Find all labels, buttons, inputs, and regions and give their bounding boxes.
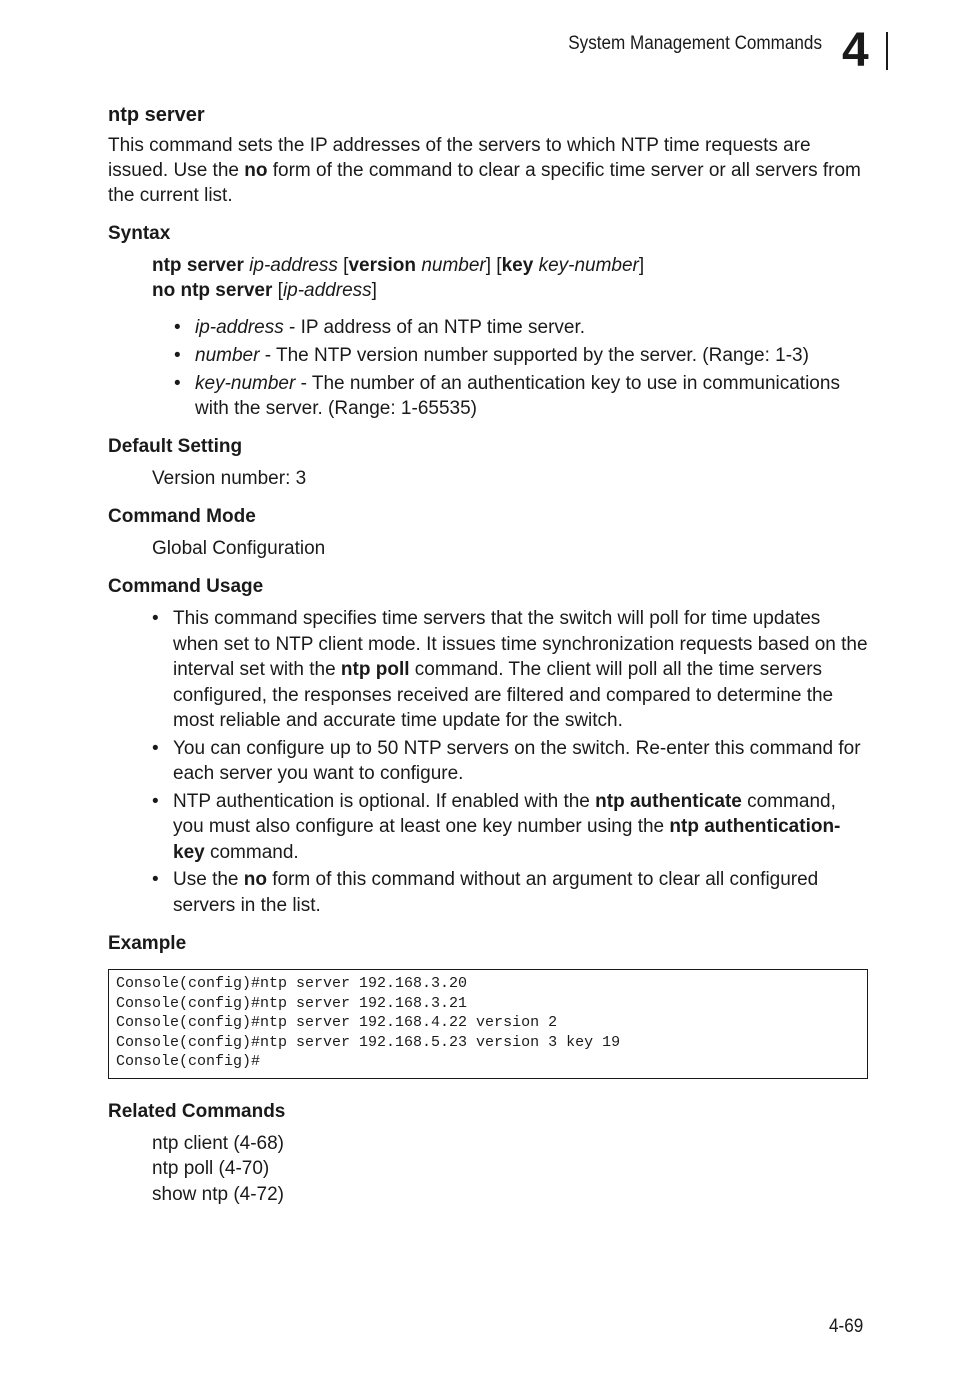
command-description: This command sets the IP addresses of the servers to which NTP time requests are issued. Use the no form of the command to clear a specific time server or all servers from the current list.	[108, 135, 861, 206]
list-item: • key-number - The number of an authentication key to use in communications with the server. (Range: 1-65535)	[174, 371, 868, 421]
related-command: ntp client (4-68)	[152, 1132, 285, 1154]
chapter-number: 4	[842, 24, 867, 77]
command-mode-text: Global Configuration	[152, 538, 326, 559]
running-header: System Management Commands	[568, 33, 822, 54]
example-heading: Example	[108, 933, 187, 954]
syntax-block	[152, 253, 868, 303]
chapter-divider	[886, 32, 888, 70]
code-example	[108, 969, 868, 1079]
syntax-line-2: no ntp server [ip-address]	[152, 280, 377, 301]
related-command: ntp poll (4-70)	[152, 1158, 270, 1179]
command-usage-heading: Command Usage	[108, 576, 264, 597]
list-item: • You can configure up to 50 NTP servers on the switch. Re-enter this command for each server you want to configure.	[152, 736, 868, 787]
list-item: • number - The NTP version number supported by the server. (Range: 1-3)	[174, 343, 868, 368]
related-commands-heading: Related Commands	[108, 1100, 286, 1122]
syntax-line-1: ntp server ip-address [version number] [key key-number]	[152, 255, 645, 276]
usage-list	[108, 606, 868, 918]
command-mode-heading: Command Mode	[108, 506, 256, 527]
parameter-list	[108, 315, 868, 421]
page-content	[108, 104, 868, 1207]
list-item: • ip-address - IP address of an NTP time server.	[174, 315, 868, 340]
related-commands-list	[152, 1131, 868, 1208]
code-line: Console(config)#ntp server 192.168.5.23 version 3 key 19	[116, 1033, 621, 1051]
command-title: ntp server	[108, 104, 205, 126]
code-line: Console(config)#ntp server 192.168.4.22 version 2	[116, 1014, 558, 1031]
list-item: • NTP authentication is optional. If enabled with the ntp authenticate command, you must also configure at least one key number using the ntp authentication-key command.	[152, 789, 868, 866]
code-line: Console(config)#	[116, 1053, 261, 1070]
default-setting-text: Version number: 3	[152, 468, 307, 489]
code-line: Console(config)#ntp server 192.168.3.21	[116, 994, 468, 1012]
syntax-heading: Syntax	[108, 223, 171, 244]
default-setting-heading: Default Setting	[108, 436, 243, 457]
list-item: • Use the no form of this command without an argument to clear all configured servers in the list.	[152, 867, 868, 918]
page-number: 4-69	[829, 1316, 864, 1337]
list-item: • This command specifies time servers that the switch will poll for time updates when set to NTP client mode. It issues time synchronization requests based on the interval set with the ntp poll command. The client will poll all the time servers configured, the responses received are filtered and compared to determine the most reliable and accurate time update for the switch.	[152, 606, 868, 734]
code-line: Console(config)#ntp server 192.168.3.20	[116, 975, 468, 992]
related-command: show ntp (4-72)	[152, 1183, 285, 1205]
